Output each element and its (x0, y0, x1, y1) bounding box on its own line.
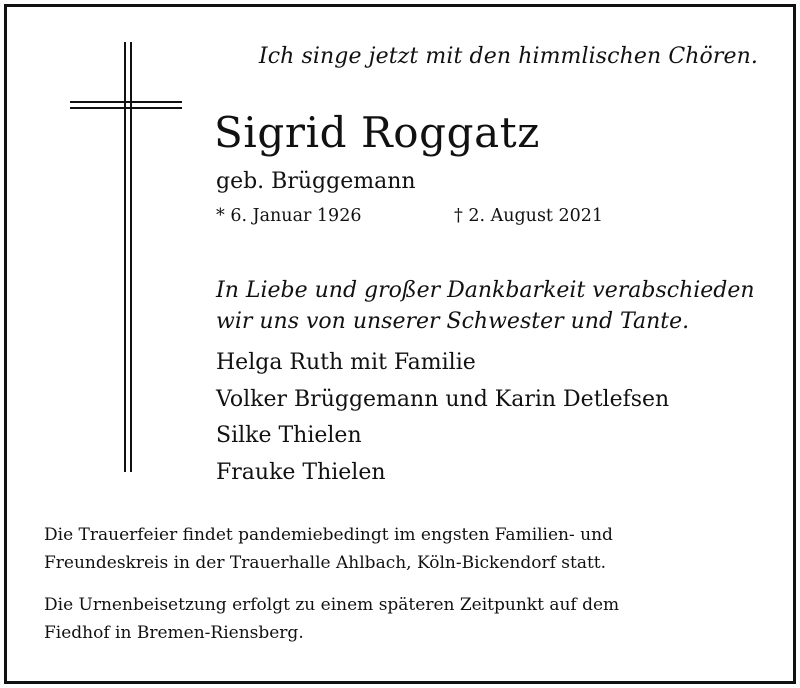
note-line: Fiedhof in Bremen-Riensberg. (44, 622, 304, 643)
note-line: Die Urnenbeisetzung erfolgt zu einem späteren Zeitpunkt auf dem (44, 595, 620, 615)
farewell-line: wir uns von unserer Schwester und Tante. (216, 309, 690, 334)
farewell-line: In Liebe und großer Dankbarkeit verabschieden (216, 278, 755, 303)
mourner-item: Silke Thielen (216, 423, 362, 448)
note-line: Die Trauerfeier findet pandemiebedingt im engsten Familien- und (44, 525, 613, 545)
maiden-name: geb. Brüggemann (216, 169, 416, 194)
death-date: † 2. August 2021 (454, 206, 604, 226)
burial-note (44, 592, 619, 647)
mourners-list (216, 345, 669, 491)
funeral-note (44, 522, 613, 577)
mourner-item: Frauke Thielen (216, 459, 386, 485)
note-line: Freundeskreis in der Trauerhalle Ahlbach, Köln-Bickendorf statt. (44, 552, 607, 573)
mourner-item: Volker Brüggemann und Karin Detlefsen (216, 386, 670, 412)
motto: Ich singe jetzt mit den himmlischen Chören. (258, 44, 758, 69)
mourner-item: Helga Ruth mit Familie (216, 350, 476, 375)
cross-icon-joint (124, 101, 132, 109)
birth-date: * 6. Januar 1926 (216, 206, 362, 226)
farewell-text (216, 275, 755, 337)
deceased-name: Sigrid Roggatz (214, 108, 540, 157)
